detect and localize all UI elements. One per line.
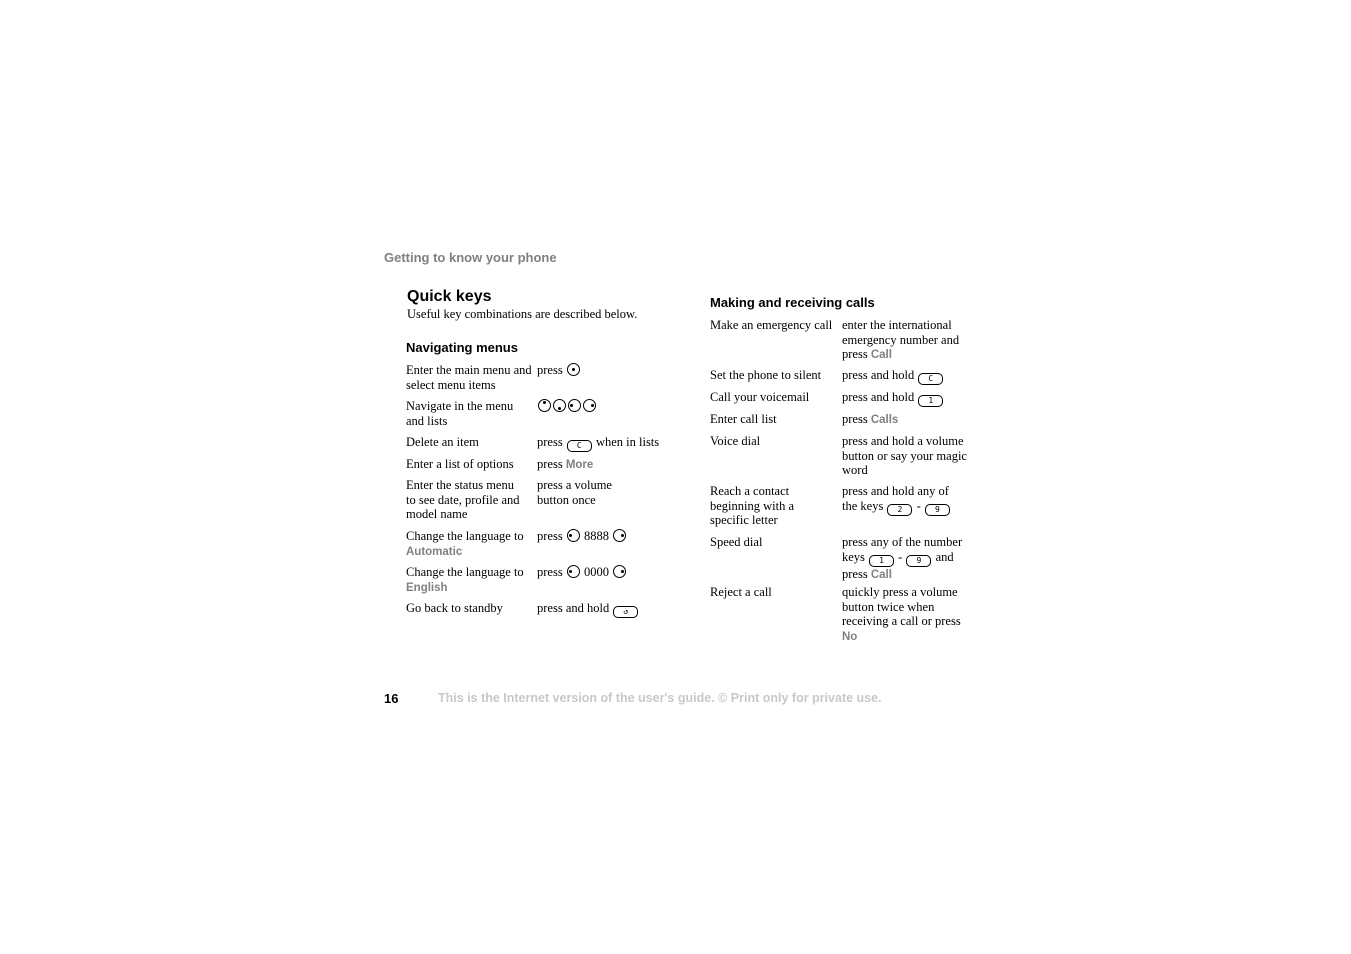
joystick-left-icon <box>568 399 581 412</box>
back-key-icon: ↺ <box>613 606 638 618</box>
joystick-left-icon <box>567 529 580 542</box>
footer-note: This is the Internet version of the user's guide. © Print only for private use. <box>438 691 882 705</box>
softkey-call: Call <box>870 349 892 361</box>
joystick-up-icon <box>538 399 551 412</box>
two-key-icon: 2 <box>887 504 912 516</box>
softkey-automatic: Automatic <box>406 545 463 558</box>
nine-key-icon: 9 <box>925 504 950 516</box>
softkey-call: Call <box>870 568 892 581</box>
c-key-icon: C <box>918 373 943 385</box>
one-key-icon: 1 <box>869 555 894 567</box>
c-key-icon: C <box>567 440 592 452</box>
softkey-more: More <box>565 459 594 471</box>
joystick-down-icon <box>553 399 566 412</box>
running-header: Getting to know your phone <box>384 250 557 265</box>
joystick-right-icon <box>613 529 626 542</box>
joystick-right-icon <box>583 399 596 412</box>
page-number: 16 <box>384 691 399 706</box>
intro-text: Useful key combinations are described below. <box>407 307 638 321</box>
joystick-center-icon <box>567 363 580 376</box>
page-title: Quick keys <box>407 288 492 305</box>
joystick-left-icon <box>567 565 580 578</box>
softkey-no: No <box>842 630 858 643</box>
joystick-right-icon <box>613 565 626 578</box>
section-title-calls: Making and receiving calls <box>710 295 875 310</box>
nine-key-icon: 9 <box>906 555 931 567</box>
one-key-icon: 1 <box>918 395 943 407</box>
softkey-english: English <box>406 581 448 594</box>
softkey-calls: Calls <box>870 414 899 426</box>
section-title-navigating: Navigating menus <box>406 340 518 355</box>
